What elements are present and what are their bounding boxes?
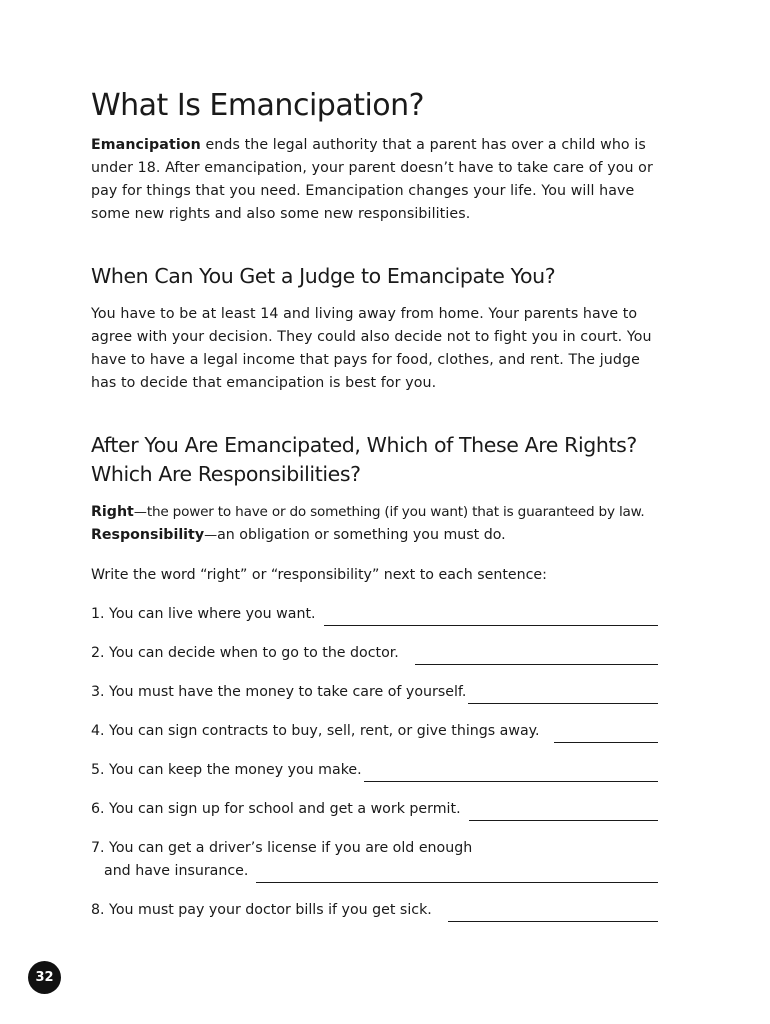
exercise-item [91,759,658,782]
definition-term: Responsibility [91,527,205,543]
exercise-item [91,642,658,665]
item-number: 4. [91,723,110,739]
item-text: You must have the money to take care of yourself. [109,684,467,700]
intro-text: ends the legal authority that a parent has over a child who is under 18. After emancipation, your parent doesn’t have to take care of you or pay for things that you need. Emancipation changes your life. You will have some new rights and also some new responsibilities. [91,137,653,222]
item-number: 1. [91,606,110,622]
definition-text: an obligation or something you must do. [217,527,506,543]
item-line-1 [91,837,658,860]
definition-term: Right [91,504,134,520]
answer-blank[interactable] [415,647,658,665]
definition-right [91,501,658,524]
item-number: 2. [91,645,110,661]
answer-blank[interactable] [448,904,658,922]
exercise-item [91,720,658,743]
definition-dash: — [133,505,147,520]
section-heading-rights-line1: After You Are Emancipated, Which of These Are Rights? [91,433,637,457]
item-text: You can sign contracts to buy, sell, rent, or give things away. [109,723,540,739]
exercise-list [91,603,658,922]
section-heading-judge: When Can You Get a Judge to Emancipate You? [91,264,556,288]
exercise-item [91,837,658,883]
item-text: You can live where you want. [109,606,316,622]
answer-blank[interactable] [256,865,658,883]
item-text: You can sign up for school and get a work permit. [109,801,461,817]
answer-blank[interactable] [364,764,658,782]
item-line-2 [91,860,658,883]
answer-blank[interactable] [324,608,658,626]
answer-blank[interactable] [554,725,658,743]
section-heading-rights [91,431,658,489]
page-number-badge: 32 [28,961,61,994]
item-number: 7. [91,840,110,856]
section-heading-rights-line2: Which Are Responsibilities? [91,462,361,486]
answer-blank[interactable] [469,803,658,821]
item-text: You can get a driver’s license if you are old enough [109,840,473,856]
definition-text: the power to have or do something (if you want) that is guaranteed by law. [146,504,645,520]
item-text: You can keep the money you make. [109,762,362,778]
exercise-item [91,798,658,821]
item-text: You can decide when to go to the doctor. [109,645,399,661]
instructions: Write the word “right” or “responsibility” next to each sentence: [91,567,547,583]
item-number: 6. [91,801,110,817]
item-number: 5. [91,762,110,778]
worksheet-page [91,88,658,938]
definition-responsibility [91,524,658,547]
exercise-item [91,681,658,704]
item-number: 3. [91,684,110,700]
exercise-item [91,899,658,922]
intro-paragraph [91,134,658,226]
definition-dash: — [204,528,218,543]
exercise-item [91,603,658,626]
answer-blank[interactable] [468,686,658,704]
section-judge-paragraph: You have to be at least 14 and living away from home. Your parents have to agree with your decision. They could also decide not to fight you in court. You have to have a legal income that pays for food, clothes, and rent. The judge has to decide that emancipation is best for you. [91,306,652,391]
intro-term: Emancipation [91,137,201,153]
item-number: 8. [91,902,110,918]
item-text-continued: and have insurance. [104,863,249,879]
item-text: You must pay your doctor bills if you get sick. [109,902,432,918]
page-title: What Is Emancipation? [91,88,425,123]
